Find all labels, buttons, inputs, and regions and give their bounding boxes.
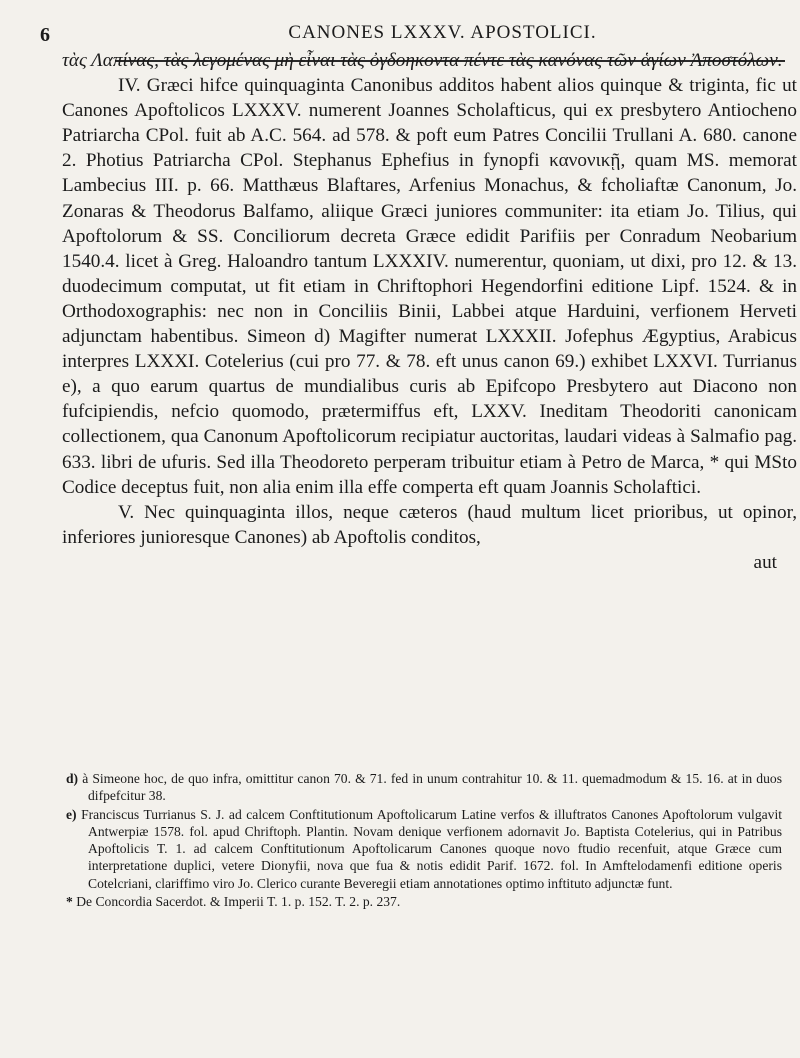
footnote-d <box>62 770 782 805</box>
footnote-star <box>62 893 782 910</box>
page-number: 6 <box>40 24 50 46</box>
main-text <box>62 48 797 575</box>
footnotes <box>62 770 782 911</box>
footnote-text: Franciscus Turrianus S. J. ad calcem Conftitutionum Apoftolicarum Latine verfos & illuftratos Canones Apoftolorum vulgavit Antwerpiæ 1578. fol. apud Chriftoph. Plantin. Novam denique verfionem adornavit Jo. Baptista Cotelerius, qui in Patribus Apoftolicis T. 1. ad calcem Conftitutionum Apoftolicarum Canones quoque novo ftudio recenfuit, atque Græce cum interpretatione duplici, vetere Dionyfii, nova que fua & notis edidit Parif. 1672. fol. In Amftelodamenfi editione operis Cotelcriani, clariffimo viro Jo. Clerico curante Beveregii etiam annotationes optimo inftituto adjunctæ funt. <box>81 806 782 891</box>
footnote-mark: e) <box>66 806 77 822</box>
page-header <box>40 18 785 48</box>
greek-quotation: τὰς Λαπίνας, τὰς λεγομένας μὴ εἶναι τὰς ὀγδοηκοντα πέντε τὰς κανόνας τῶν ἁγίων Ἀποστόλων. <box>62 50 783 71</box>
footnote-mark: d) <box>66 771 79 786</box>
footnote-text: De Concordia Sacerdot. & Imperii T. 1. p. 152. T. 2. p. 237. <box>76 894 401 910</box>
footnote-e <box>62 806 782 892</box>
section-v-paragraph: V. Nec quinquaginta illos, neque cæteros (haud multum licet prioribus, ut opinor, inferiores junioresque Canones) ab Apoftolis conditos, <box>62 501 797 548</box>
footnote-mark: * <box>66 894 73 910</box>
section-iv-paragraph: IV. Græci hifce quinquaginta Canonibus additos habent alios quinque & triginta, fic ut Canones Apoftolicos LXXXV. numerent Joannes Scholafticus, qui ex presbytero Antiocheno Patriarcha CPol. fuit ab A.C. 564. ad 578. & poft eum Patres Concilii Trullani A. 680. canone 2. Photius Patriarcha CPol. Stephanus Ephefius in fynopfi κανονικῇ, quam MS. memorat Lambecius III. p. 66. Matthæus Blaftares, Arfenius Monachus, & fcholiaftæ Canonum, Jo. Zonaras & Theodorus Balfamo, aliique Græci juniores communiter: ita etiam Jo. Tilius, qui Apoftolorum & SS. Conciliorum decreta Græce edidit Parifiis per Conradum Neobarium 1540.4. licet à Greg. Haloandro tantum LXXXIV. numerentur, quoniam, ut dixi, pro 12. & 13. duodecimum computat, ut fit etiam in Chriftophori Hegendorfini editione Lipf. 1524. & in Orthodoxographis: nec non in Conciliis Binii, Labbei atque Harduini, verfionem Herveti adjunctam habentibus. Simeon d) Magifter numerat LXXXII. Jofephus Ægyptius, Arabicus interpres LXXXI. Cotelerius (cui pro 77. & 78. eft unus canon 69.) exhibet LXXVI. Turrianus e), a quo earum quartus de mundialibus curis ab Epifcopo Presbytero aut Diacono non fufcipiendis, nefcio quomodo, prætermiffus eft, LXXV. Ineditam Theodoriti canonicam collectionem, qua Canonum Apoftolicorum recipiatur auctoritas, laudari videas à Salmafio pag. 633. libri de ufuris. Sed illa Theodoreto perperam tribuitur etiam à Petro de Marca, * qui MSto Codice deceptus fuit, non alia enim illa effe comperta eft quam Joannis Scholaftici. <box>62 75 797 498</box>
running-head: CANONES LXXXV. APOSTOLICI. <box>288 22 597 43</box>
catchword: aut <box>753 551 777 573</box>
footnote-text: à Simeone hoc, de quo infra, omittitur canon 70. & 71. fed in unum contrahitur 10. & 11. quemadmodum & 15. 16. at in duos difpefcitur 38. <box>82 771 782 804</box>
